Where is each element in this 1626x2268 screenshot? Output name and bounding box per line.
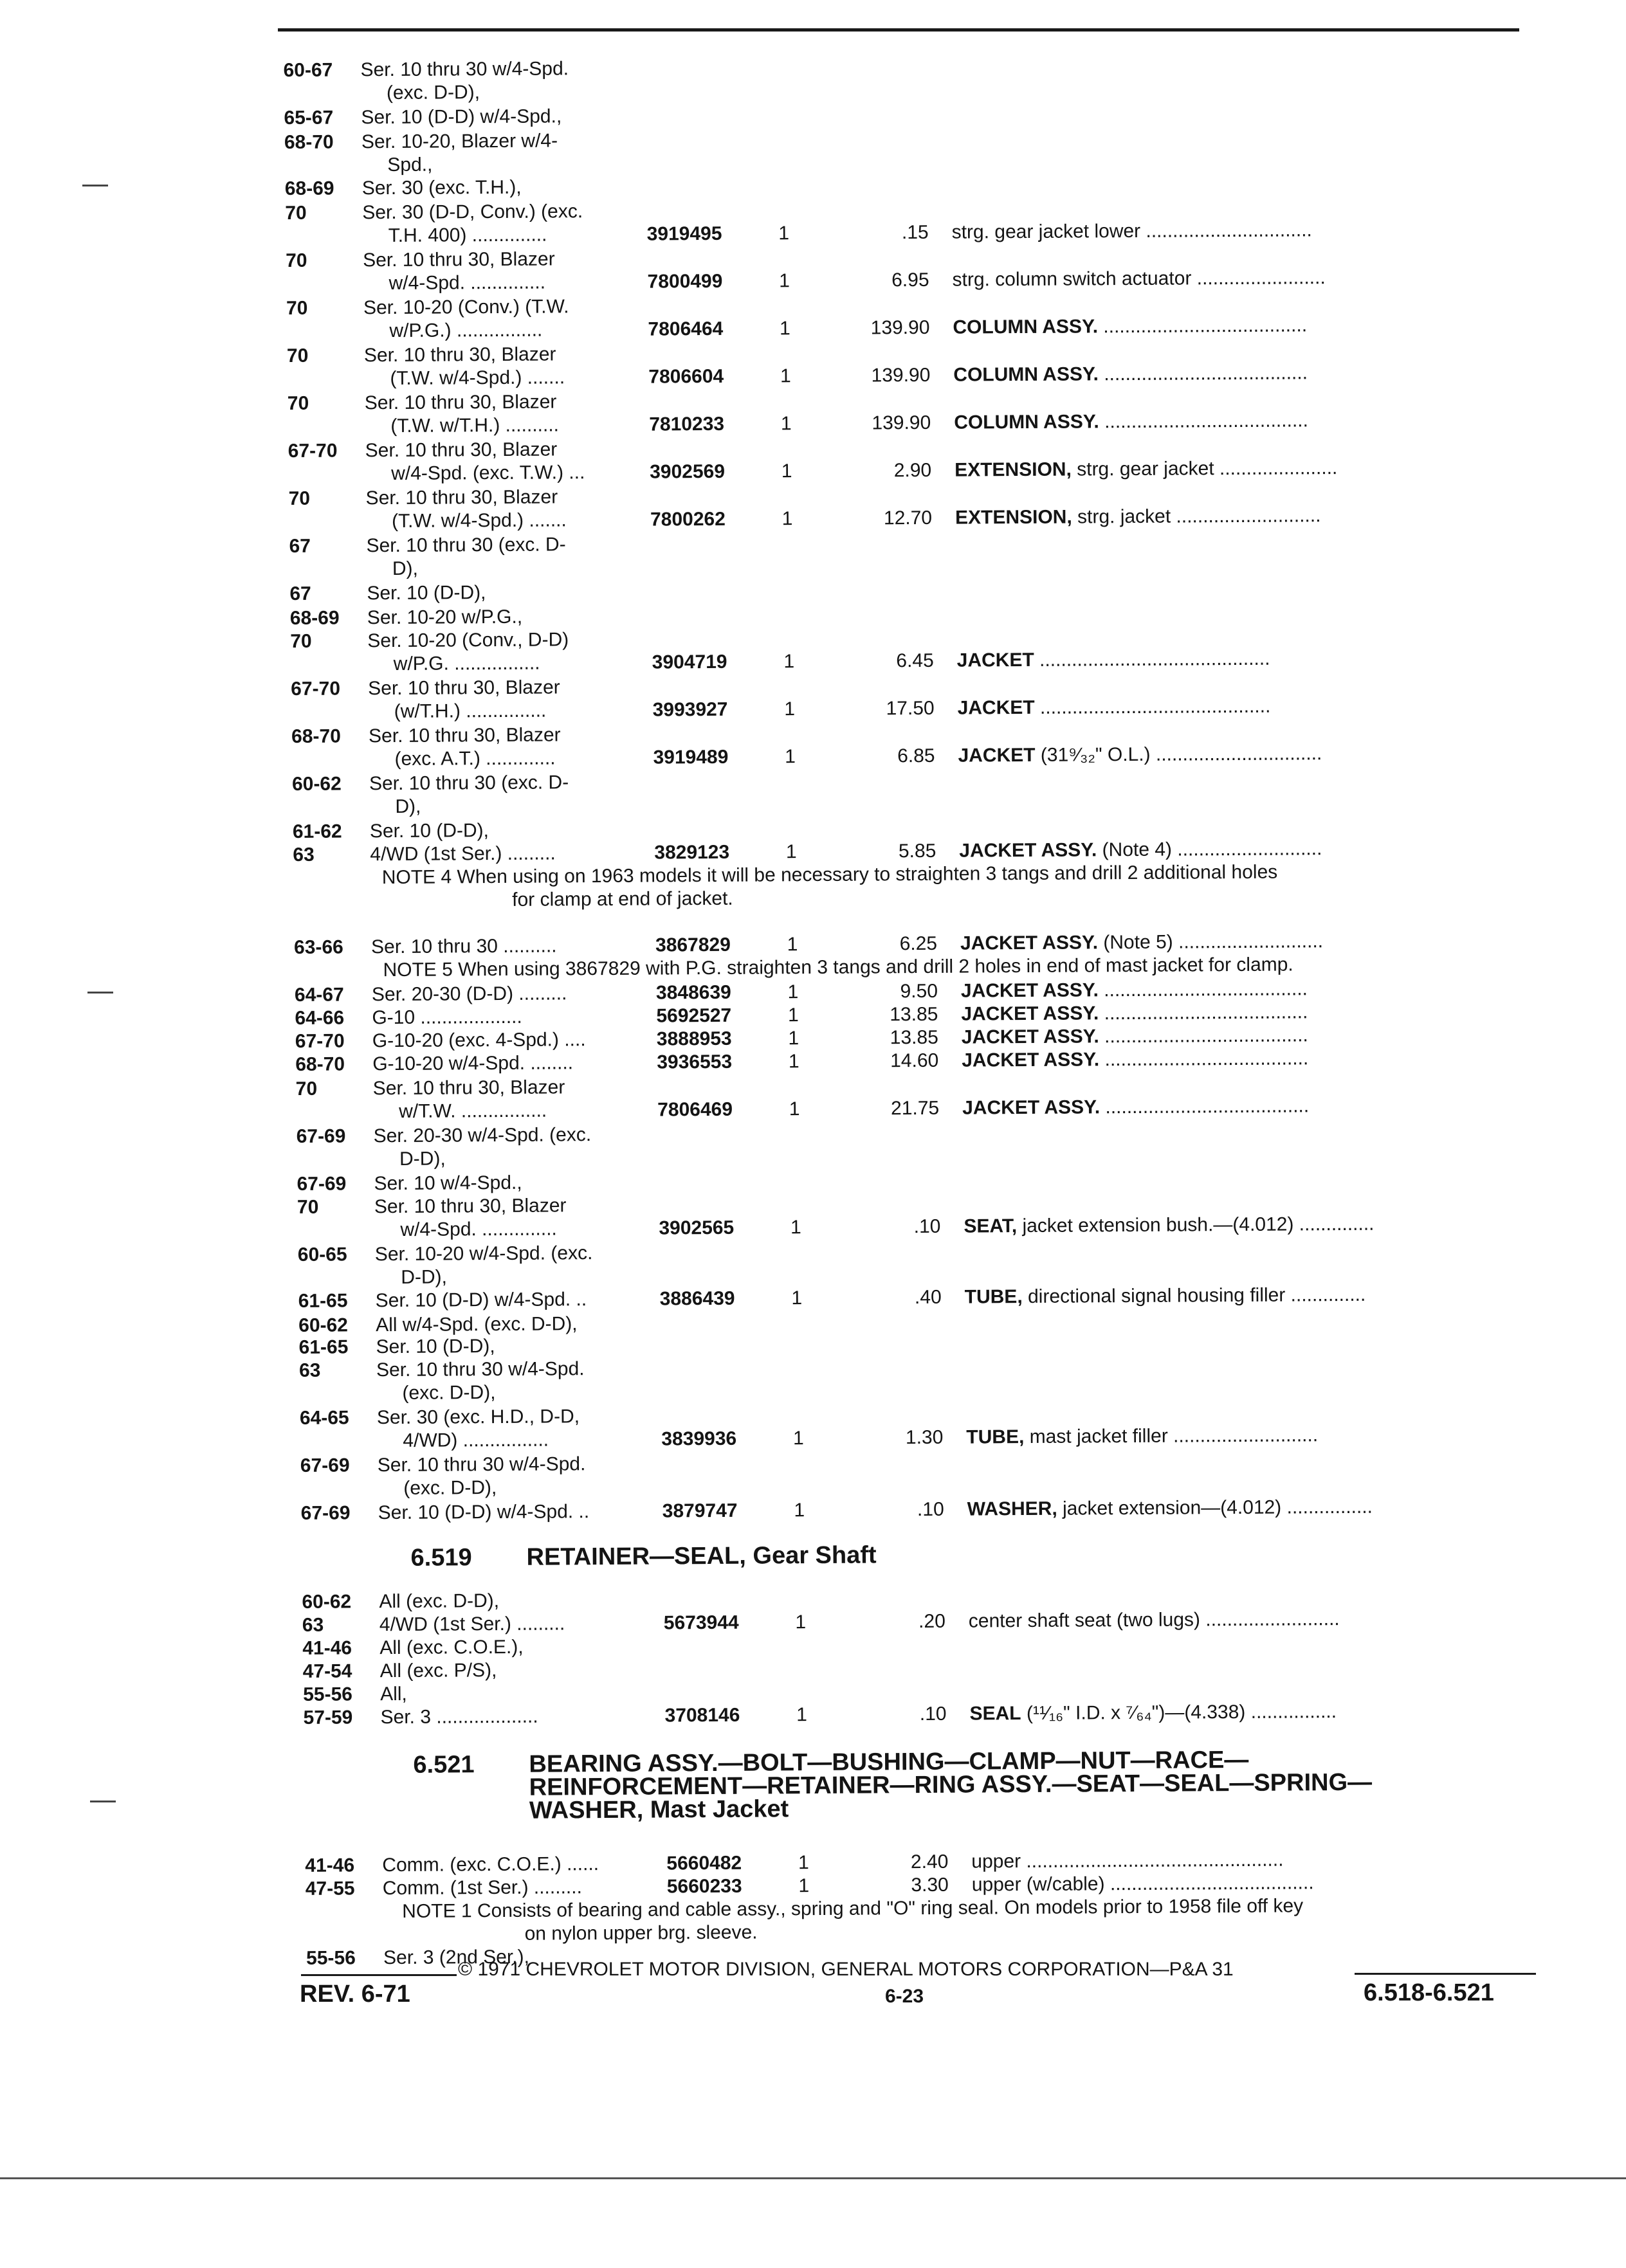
application-description: Ser. 10-20 (Conv.) (T.W. <box>363 296 569 319</box>
part-number: 3919489 <box>653 746 729 768</box>
list-price: 139.90 <box>870 316 930 339</box>
quantity: 1 <box>779 270 790 292</box>
application-description: G-10-20 (exc. 4-Spd.) .... <box>372 1029 586 1052</box>
part-name-text: jacket extension—(4.012) ................ <box>1057 1496 1373 1520</box>
application-description: Ser. 10 w/4-Spd., <box>374 1172 522 1195</box>
model-years: 68-70 <box>284 131 334 154</box>
part-name-bold: TUBE, <box>966 1426 1025 1448</box>
footnote: NOTE 4 When using on 1963 models it will be necessary to straighten 3 tangs and drill 2 additional holes <box>381 861 1278 889</box>
application-description: (T.W. w/T.H.) .......... <box>390 414 560 437</box>
part-number: 7800262 <box>650 508 726 531</box>
part-name <box>957 648 1270 673</box>
model-years: 55-56 <box>306 1947 356 1969</box>
list-price: 9.50 <box>900 980 938 1002</box>
list-price: .10 <box>917 1498 944 1521</box>
application-description: Ser. 30 (D-D, Conv.) (exc. <box>362 201 583 224</box>
list-price: 6.85 <box>897 745 935 767</box>
application-description: Ser. 20-30 (D-D) ......... <box>371 983 567 1006</box>
application-description: (T.W. w/4-Spd.) ....... <box>390 367 565 390</box>
application-description: Ser. 10 thru 30, Blazer <box>365 439 558 462</box>
part-name-text: jacket extension bush.—(4.012) .............. <box>1017 1213 1375 1237</box>
quantity: 1 <box>788 1028 799 1049</box>
part-name-text: (31⁹⁄₃₂" O.L.) ............................... <box>1035 743 1322 766</box>
application-description: Comm. (exc. C.O.E.) ...... <box>382 1853 599 1876</box>
application-description: Comm. (1st Ser.) ......... <box>382 1876 582 1900</box>
list-price: 2.90 <box>893 459 932 482</box>
part-number: 7800499 <box>647 270 723 293</box>
quantity: 1 <box>798 1852 809 1874</box>
section-heading <box>9 1538 1626 1572</box>
model-years: 70 <box>285 202 307 224</box>
part-name-bold: TUBE, <box>964 1286 1023 1308</box>
part-number: 7806469 <box>657 1098 733 1121</box>
footnote: NOTE 5 When using 3867829 with P.G. straighten 3 tangs and drill 2 holes in end of mast jacket for clamp. <box>383 954 1293 981</box>
list-price: 14.60 <box>890 1049 939 1072</box>
part-number: 3993927 <box>652 698 728 721</box>
model-years: 61-65 <box>298 1336 349 1358</box>
quantity: 1 <box>778 222 790 244</box>
part-name <box>955 504 1321 529</box>
part-name-text: mast jacket filler ........................... <box>1024 1424 1319 1448</box>
list-price: 12.70 <box>883 507 933 529</box>
application-description: w/4-Spd. .............. <box>400 1218 557 1240</box>
application-description: Ser. 10 thru 30, Blazer <box>365 486 558 509</box>
model-years: 63 <box>293 844 315 866</box>
part-number: 3829123 <box>654 841 730 864</box>
part-name-bold: EXTENSION, <box>955 458 1072 481</box>
section-range: 6.518-6.521 <box>1364 1979 1494 2006</box>
part-number: 5660482 <box>666 1852 742 1874</box>
part-name-text: strg. gear jacket lower ............................... <box>951 219 1312 243</box>
part-number: 5660233 <box>666 1875 742 1898</box>
part-number: 3888953 <box>656 1028 732 1050</box>
list-price: 139.90 <box>872 412 931 434</box>
list-price: 13.85 <box>890 1026 938 1049</box>
model-years: 60-67 <box>283 59 333 82</box>
part-name-text: strg. gear jacket ...................... <box>1071 457 1338 480</box>
part-name-bold: COLUMN ASSY. <box>953 316 1099 338</box>
model-years: 41-46 <box>305 1855 355 1876</box>
part-name <box>958 742 1322 767</box>
model-years: 60-62 <box>302 1591 352 1613</box>
application-description: (T.W. w/4-Spd.) ....... <box>391 509 567 532</box>
application-description: 4/WD (1st Ser.) ......... <box>379 1613 565 1636</box>
part-name <box>969 1700 1337 1725</box>
quantity: 1 <box>796 1704 808 1726</box>
application-description: 4/WD (1st Ser.) ......... <box>370 842 556 866</box>
application-description: Ser. 10 thru 30, Blazer <box>372 1076 565 1100</box>
application-description: Ser. 10 thru 30 w/4-Spd. <box>360 58 569 81</box>
part-name-text: (Note 4) ........................... <box>1097 838 1322 861</box>
part-name-bold: WASHER, <box>967 1498 1057 1520</box>
part-name-bold: COLUMN ASSY. <box>954 411 1099 433</box>
application-description: D-D), <box>401 1266 448 1288</box>
part-number: 3936553 <box>657 1051 733 1073</box>
part-name-text: ...................................... <box>1099 410 1309 433</box>
model-years: 67-70 <box>288 440 338 462</box>
part-name <box>953 314 1307 339</box>
application-description: Spd., <box>387 154 433 176</box>
part-name-bold: JACKET ASSY. <box>961 1002 1099 1025</box>
part-number: 3879747 <box>662 1500 738 1522</box>
list-price: 17.50 <box>886 697 935 720</box>
model-years: 67-70 <box>295 1030 345 1052</box>
model-years: 61-65 <box>298 1290 348 1312</box>
quantity: 1 <box>790 1217 801 1238</box>
footnote: for clamp at end of jacket. <box>512 887 733 911</box>
application-description: All (exc. D-D), <box>379 1590 500 1613</box>
model-years: 60-62 <box>291 773 342 795</box>
quantity: 1 <box>787 1004 799 1026</box>
list-price: 6.45 <box>896 649 934 672</box>
application-description: Ser. 10 (D-D) w/4-Spd. .. <box>375 1289 587 1312</box>
quantity: 1 <box>791 1287 803 1309</box>
part-name-text: upper (w/cable) ...................................... <box>971 1872 1314 1896</box>
part-name-text: ...................................... <box>1099 1048 1309 1071</box>
part-number: 3902569 <box>650 460 726 483</box>
application-description: Ser. 10 (D-D), <box>367 582 486 604</box>
application-description: Ser. 30 (exc. H.D., D-D, <box>376 1406 580 1429</box>
application-description: Ser. 3 ................... <box>380 1705 538 1728</box>
part-name <box>955 457 1337 482</box>
quantity: 1 <box>787 934 798 956</box>
part-name <box>958 695 1271 720</box>
part-name-text: strg. column switch actuator ........................ <box>952 267 1326 291</box>
application-description: 4/WD) ................ <box>403 1429 549 1451</box>
part-number: 3886439 <box>659 1287 735 1310</box>
part-name <box>964 1213 1374 1238</box>
part-name <box>971 1849 1283 1874</box>
model-years: 70 <box>297 1196 319 1218</box>
model-years: 67-69 <box>300 1455 350 1476</box>
application-description: Ser. 10 (D-D), <box>376 1336 495 1358</box>
part-name-bold: SEAL <box>969 1703 1021 1725</box>
application-description: All w/4-Spd. (exc. D-D), <box>376 1313 578 1336</box>
application-description: D-D), <box>399 1148 446 1170</box>
application-description: Ser. 20-30 w/4-Spd. (exc. <box>373 1124 592 1147</box>
model-years: 70 <box>295 1078 318 1100</box>
part-name-bold: JACKET <box>958 744 1036 767</box>
model-years: 68-70 <box>295 1053 345 1075</box>
model-years: 61-62 <box>292 821 342 842</box>
model-years: 67 <box>289 583 311 604</box>
part-number: 3902565 <box>659 1217 735 1239</box>
quantity: 1 <box>788 1051 799 1073</box>
model-years: 67-69 <box>296 1125 346 1147</box>
quantity: 1 <box>780 318 790 340</box>
footnote: NOTE 1 Consists of bearing and cable assy., spring and "O" ring seal. On models prior to 1958 file off key <box>402 1895 1304 1922</box>
application-description: Ser. 10 thru 30 w/4-Spd. <box>376 1358 585 1381</box>
model-years: 64-65 <box>299 1407 349 1429</box>
part-number: 7806604 <box>648 365 724 388</box>
model-years: 70 <box>287 392 309 414</box>
application-description: Ser. 10 (D-D) w/4-Spd. .. <box>378 1501 590 1524</box>
section-number: 6.519 <box>410 1544 472 1572</box>
quantity: 1 <box>794 1500 805 1521</box>
application-description: T.H. 400) .............. <box>388 224 547 247</box>
part-name-text: (¹¹⁄₁₆" I.D. x ⁷⁄₆₄")—(4.338) ................ <box>1021 1701 1337 1725</box>
application-description: (exc. D-D), <box>386 82 480 104</box>
section-number: 6.521 <box>413 1751 475 1779</box>
section-title: REINFORCEMENT—RETAINER—RING ASSY.—SEAT—SEAL—SPRING— <box>529 1768 1373 1801</box>
list-price: 6.95 <box>891 269 929 291</box>
application-description: Ser. 10-20 w/P.G., <box>367 606 523 629</box>
model-years: 68-69 <box>284 177 334 200</box>
model-years: 67 <box>289 535 311 557</box>
part-name-bold: JACKET <box>956 649 1034 671</box>
application-description: All, <box>380 1683 407 1705</box>
model-years: 63 <box>302 1614 324 1636</box>
model-years: 60-65 <box>297 1244 347 1266</box>
part-number: 3708146 <box>664 1704 740 1727</box>
model-years: 70 <box>286 345 309 367</box>
quantity: 1 <box>798 1875 810 1897</box>
part-name-text: center shaft seat (two lugs) ......................... <box>968 1608 1340 1632</box>
list-price: 13.85 <box>890 1003 938 1026</box>
model-years: 47-54 <box>302 1660 352 1682</box>
part-name <box>962 1047 1308 1072</box>
model-years: 63-66 <box>293 936 343 958</box>
quantity: 1 <box>784 698 796 720</box>
scan-edge-line <box>0 2177 1626 2179</box>
model-years: 70 <box>286 297 308 320</box>
list-price: 6.25 <box>899 932 938 955</box>
part-name-bold: SEAT, <box>964 1215 1018 1237</box>
model-years: 67-69 <box>300 1502 351 1524</box>
application-description: Ser. 10 thru 30, Blazer <box>368 676 560 700</box>
part-number: 3867829 <box>655 934 731 956</box>
application-description: Ser. 3 (2nd Ser.), <box>383 1946 530 1969</box>
part-number: 3904719 <box>652 651 727 673</box>
section-title: WASHER, Mast Jacket <box>529 1795 789 1824</box>
part-name <box>969 1608 1340 1633</box>
application-description: All (exc. C.O.E.), <box>379 1636 524 1659</box>
model-years: 64-67 <box>294 984 344 1006</box>
page-number: 6-23 <box>885 1986 924 2007</box>
application-description: Ser. 10-20, Blazer w/4- <box>361 130 558 153</box>
list-price: 1.30 <box>905 1426 944 1449</box>
application-description: Ser. 10-20 w/4-Spd. (exc. <box>374 1242 593 1266</box>
model-years: 67-70 <box>291 678 341 700</box>
quantity: 1 <box>795 1611 807 1633</box>
part-number: 3919495 <box>646 222 722 245</box>
application-description: Ser. 10 thru 30 w/4-Spd. <box>377 1453 586 1476</box>
part-name <box>972 1871 1314 1896</box>
application-description: D), <box>395 795 421 817</box>
part-name <box>952 219 1312 244</box>
model-years: 65-67 <box>284 107 334 129</box>
application-description: Ser. 10 thru 30, Blazer <box>364 391 557 414</box>
quantity: 1 <box>787 981 799 1003</box>
part-name <box>953 361 1308 386</box>
list-price: .20 <box>918 1610 945 1633</box>
quantity: 1 <box>789 1098 800 1120</box>
model-years: 67-69 <box>297 1173 347 1195</box>
application-description: Ser. 10 (D-D) w/4-Spd., <box>361 105 562 129</box>
part-name-bold: EXTENSION, <box>955 506 1072 529</box>
application-description: w/4-Spd. (exc. T.W.) ... <box>391 462 585 485</box>
part-number: 7810233 <box>649 413 725 435</box>
part-name-text: ...................................... <box>1100 1095 1310 1118</box>
application-description: Ser. 10 thru 30, Blazer <box>374 1195 567 1218</box>
application-description: Ser. 10 (D-D), <box>369 820 489 842</box>
model-years: 60-62 <box>298 1314 349 1336</box>
application-description: G-10 ................... <box>372 1006 522 1029</box>
part-name-bold: JACKET ASSY. <box>959 839 1097 862</box>
list-price: 139.90 <box>871 364 931 386</box>
model-years: 68-69 <box>289 607 340 629</box>
model-years: 55-56 <box>303 1683 352 1705</box>
application-description: Ser. 10 thru 30 (exc. D- <box>366 534 566 557</box>
part-number: 3848639 <box>655 981 731 1004</box>
part-name-text: ...................................... <box>1099 1001 1308 1024</box>
application-description: Ser. 10 thru 30, Blazer <box>363 343 556 367</box>
model-years: 68-70 <box>291 725 341 747</box>
quantity: 1 <box>785 841 797 863</box>
list-price: 5.85 <box>898 840 936 862</box>
part-name <box>961 977 1308 1002</box>
part-name <box>952 266 1325 292</box>
list-price: 21.75 <box>890 1097 940 1120</box>
revision-label: REV. 6-71 <box>300 1981 410 2008</box>
part-name-bold: JACKET ASSY. <box>960 979 1099 1002</box>
part-name <box>966 1424 1318 1449</box>
footer-rule-left <box>301 1974 457 1976</box>
part-number: 5673944 <box>663 1611 739 1634</box>
part-name-text: ...................................... <box>1098 362 1308 385</box>
quantity: 1 <box>781 460 792 482</box>
application-description: (w/T.H.) ............... <box>394 700 547 722</box>
part-name-text: strg. jacket ........................... <box>1072 505 1321 528</box>
application-description: Ser. 10 thru 30 (exc. D- <box>369 772 569 795</box>
part-name-bold: JACKET ASSY. <box>962 1049 1100 1071</box>
part-name <box>967 1496 1373 1521</box>
part-name-text: ...................................... <box>1099 1024 1308 1048</box>
part-number: 5692527 <box>656 1004 732 1027</box>
part-name-text: ...................................... <box>1098 978 1308 1001</box>
model-years: 47-55 <box>305 1878 355 1900</box>
application-description: w/4-Spd. .............. <box>388 271 546 295</box>
footer-rule-right <box>1355 1973 1536 1975</box>
application-description: Ser. 30 (exc. T.H.), <box>361 176 522 199</box>
model-years: 70 <box>290 630 312 652</box>
list-price: .10 <box>913 1215 941 1238</box>
part-number: 3839936 <box>661 1428 737 1450</box>
list-price: .10 <box>919 1703 947 1725</box>
application-description: (exc. A.T.) ............. <box>394 747 556 770</box>
application-description: w/T.W. ................ <box>399 1100 547 1122</box>
part-name-text: ...................................... <box>1097 314 1308 338</box>
model-years: 70 <box>286 249 307 272</box>
part-name <box>965 1284 1366 1309</box>
model-years: 63 <box>298 1359 321 1381</box>
part-name-bold: JACKET <box>957 696 1035 719</box>
list-price: .15 <box>901 221 929 244</box>
part-name-text: (Note 5) ........................... <box>1097 930 1324 954</box>
list-price: .40 <box>914 1286 942 1309</box>
application-description: Ser. 10-20 (Conv., D-D) <box>367 629 569 652</box>
application-description: (exc. D-D), <box>403 1477 497 1499</box>
list-price: 2.40 <box>910 1851 949 1873</box>
part-name <box>961 1001 1308 1026</box>
part-name-bold: JACKET ASSY. <box>962 1096 1101 1119</box>
part-name <box>960 930 1323 955</box>
application-description: G-10-20 w/4-Spd. ........ <box>372 1052 574 1075</box>
application-description: Ser. 10 thru 30, Blazer <box>369 724 561 747</box>
list-price: 3.30 <box>911 1874 949 1896</box>
application-description: Ser. 10 thru 30 .......... <box>370 935 557 958</box>
part-name-bold: COLUMN ASSY. <box>953 363 1099 386</box>
footnote: on nylon upper brg. sleeve. <box>524 1921 758 1945</box>
model-years: 41-46 <box>302 1637 352 1659</box>
quantity: 1 <box>780 365 791 387</box>
part-name-text: directional signal housing filler .............. <box>1022 1284 1366 1308</box>
section-heading <box>10 1745 1626 1828</box>
quantity: 1 <box>785 746 796 768</box>
model-years: 57-59 <box>303 1707 353 1728</box>
quantity: 1 <box>783 651 795 673</box>
application-description: Ser. 10 thru 30, Blazer <box>363 248 555 271</box>
part-name-text: ........................................... <box>1034 648 1270 671</box>
model-years: 70 <box>288 487 311 509</box>
application-description: w/P.G.) ................ <box>389 319 543 342</box>
part-name-bold: JACKET ASSY. <box>961 1026 1099 1048</box>
application-description: (exc. D-D), <box>402 1382 496 1404</box>
part-name <box>954 409 1308 434</box>
part-name <box>962 1024 1308 1049</box>
quantity: 1 <box>781 508 793 530</box>
application-description: All (exc. P/S), <box>379 1660 497 1682</box>
quantity: 1 <box>792 1428 804 1449</box>
model-years: 64-66 <box>295 1007 345 1029</box>
part-name <box>959 837 1322 862</box>
quantity: 1 <box>780 413 792 435</box>
copyright-line: © 1971 CHEVROLET MOTOR DIVISION, GENERAL MOTORS CORPORATION—P&A 31 <box>458 1959 1234 1980</box>
part-name-text: upper ................................................ <box>971 1849 1284 1873</box>
part-name-text: ........................................... <box>1034 695 1271 718</box>
section-title: BEARING ASSY.—BOLT—BUSHING—CLAMP—NUT—RACE— <box>529 1746 1249 1778</box>
application-description: D), <box>392 558 419 580</box>
part-name <box>962 1094 1309 1120</box>
part-number: 7806464 <box>648 318 724 340</box>
application-description: w/P.G. ................ <box>393 652 540 675</box>
section-title: RETAINER—SEAL, Gear Shaft <box>526 1541 877 1571</box>
part-name-bold: JACKET ASSY. <box>960 932 1099 954</box>
